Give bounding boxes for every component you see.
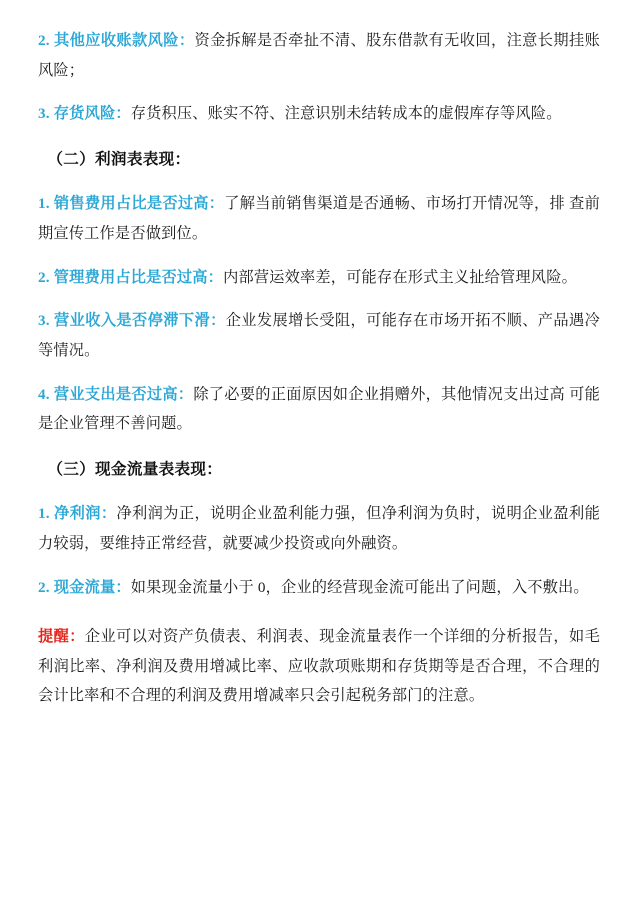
list-number: 3. <box>38 312 50 330</box>
paragraph-reminder <box>38 622 600 711</box>
paragraph-body: 除了必要的正面原因如企业捐赠外，其他情况支出过高 可能是企业管理不善问题。 <box>38 385 601 433</box>
paragraph-body: 企业发展增长受阻，可能存在市场开拓不顺、产品遇冷等情况。 <box>38 312 600 359</box>
paragraph-net-profit <box>38 499 600 558</box>
paragraph-revenue-stagnation <box>38 306 600 365</box>
paragraph-selling-expense-ratio <box>38 189 600 248</box>
paragraph-lead: 销售费用占比是否过高： <box>53 195 225 213</box>
list-number: 4. <box>38 385 50 403</box>
paragraph-lead: 存货风险： <box>53 105 131 123</box>
paragraph-lead: 其他应收账款风险： <box>54 32 195 49</box>
list-number: 2. <box>38 32 50 49</box>
paragraph-body: 企业可以对资产负债表、利润表、现金流量表作一个详细的分析报告，如毛利润比率、净利润及费用增减比率、应收款项账期和存货期等是否合理，不合理的会计比率和不合理的利润及费用增减率只会引起税务部门的注意。 <box>38 628 600 705</box>
paragraph-lead: 净利润： <box>54 505 117 523</box>
paragraph-body: 资金拆解是否牵扯不清、股东借款有无收回，注意长期挂账风险； <box>38 32 600 79</box>
reminder-lead: 提醒： <box>38 628 85 646</box>
paragraph-lead: 现金流量： <box>53 578 131 596</box>
list-number: 2. <box>38 578 50 596</box>
section-heading-income-statement: （二）利润表表现： <box>47 150 191 168</box>
paragraph-other-receivables-risk <box>38 26 600 85</box>
paragraph-admin-expense-ratio <box>38 263 600 293</box>
paragraph-lead: 管理费用占比是否过高： <box>53 268 224 286</box>
paragraph-inventory-risk <box>38 99 600 129</box>
paragraph-body: 了解当前销售渠道是否通畅、市场打开情况等，排 查前期宣传工作是否做到位。 <box>38 195 601 242</box>
paragraph-lead: 营业收入是否停滞下滑： <box>54 312 226 330</box>
paragraph-cash-flow <box>38 573 600 603</box>
paragraph-body: 内部营运效率差，可能存在形式主义扯给管理风险。 <box>223 268 577 286</box>
list-number: 3. <box>38 105 50 123</box>
list-number: 1. <box>38 505 50 523</box>
paragraph-body: 存货积压、账实不符、注意识别未结转成本的虚假库存等风险。 <box>130 105 562 123</box>
paragraph-body: 净利润为正，说明企业盈利能力强，但净利润为负时，说明企业盈利能力较弱，要维持正常经营，就要减少投资或向外融资。 <box>38 505 600 552</box>
section-heading-cash-flow-statement: （三）现金流量表表现： <box>47 460 223 478</box>
paragraph-operating-expenditure <box>38 380 600 439</box>
paragraph-body: 如果现金流量小于 0，企业的经营现金流可能出了问题，入不敷出。 <box>130 578 589 596</box>
list-number: 1. <box>38 195 50 213</box>
paragraph-lead: 营业支出是否过高： <box>53 385 194 403</box>
list-number: 2. <box>38 268 50 286</box>
